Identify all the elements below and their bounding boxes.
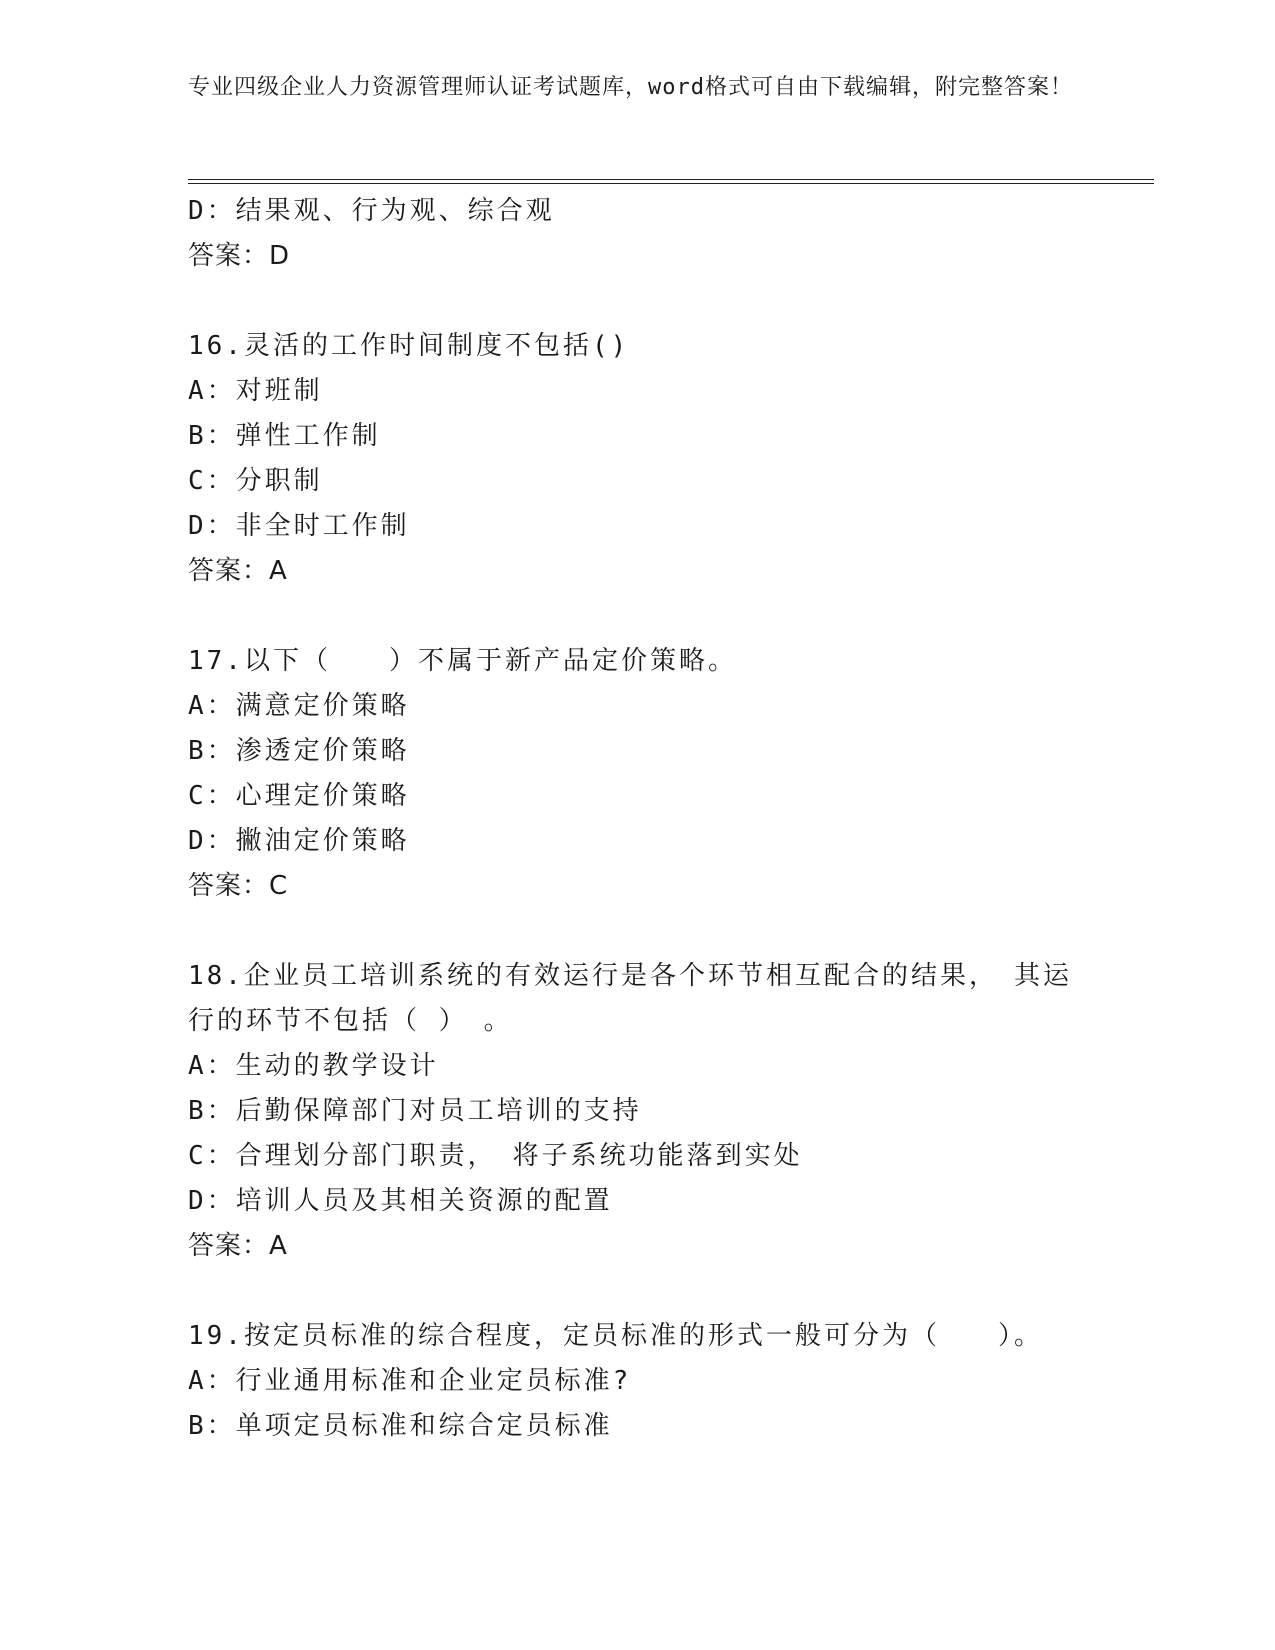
question-17 bbox=[188, 639, 1088, 909]
question-text-line-1: 18.企业员工培训系统的有效运行是各个环节相互配合的结果， 其运 bbox=[188, 961, 1072, 991]
option-b: B：渗透定价策略 bbox=[188, 736, 410, 766]
option-a: A：满意定价策略 bbox=[188, 691, 410, 721]
question-text: 17.以下（ ）不属于新产品定价策略。 bbox=[188, 646, 737, 676]
option-d: D：结果观、行为观、综合观 bbox=[188, 196, 555, 226]
option-d: D：撇油定价策略 bbox=[188, 826, 410, 856]
option-a: A：对班制 bbox=[188, 376, 323, 406]
answer: 答案：A bbox=[188, 556, 288, 586]
option-a: A：生动的教学设计 bbox=[188, 1051, 439, 1081]
question-text: 19.按定员标准的综合程度，定员标准的形式一般可分为（ ）。 bbox=[188, 1321, 1043, 1351]
question-18 bbox=[188, 954, 1088, 1269]
option-d: D：培训人员及其相关资源的配置 bbox=[188, 1186, 613, 1216]
option-c: C：心理定价策略 bbox=[188, 781, 410, 811]
answer: 答案：A bbox=[188, 1231, 288, 1261]
question-text: 16.灵活的工作时间制度不包括() bbox=[188, 331, 630, 361]
question-list bbox=[188, 189, 1088, 1449]
question-19 bbox=[188, 1314, 1088, 1449]
previous-question-tail bbox=[188, 189, 1088, 279]
option-a: A：行业通用标准和企业定员标准? bbox=[188, 1366, 632, 1396]
option-b: B：后勤保障部门对员工培训的支持 bbox=[188, 1096, 642, 1126]
option-c: C：分职制 bbox=[188, 466, 323, 496]
header-divider-top bbox=[188, 179, 1154, 180]
header-text: 专业四级企业人力资源管理师认证考试题库，word格式可自由下载编辑，附完整答案！ bbox=[188, 75, 1073, 100]
answer: 答案：C bbox=[188, 871, 289, 901]
option-b: B：弹性工作制 bbox=[188, 421, 381, 451]
option-b: B：单项定员标准和综合定员标准 bbox=[188, 1411, 613, 1441]
header-divider-bottom bbox=[188, 183, 1154, 184]
question-16 bbox=[188, 324, 1088, 594]
option-d: D：非全时工作制 bbox=[188, 511, 410, 541]
answer: 答案：D bbox=[188, 241, 291, 271]
document-header bbox=[188, 72, 1088, 104]
question-text-line-2: 行的环节不包括（ ） 。 bbox=[188, 1006, 513, 1036]
option-c: C：合理划分部门职责， 将子系统功能落到实处 bbox=[188, 1141, 803, 1171]
